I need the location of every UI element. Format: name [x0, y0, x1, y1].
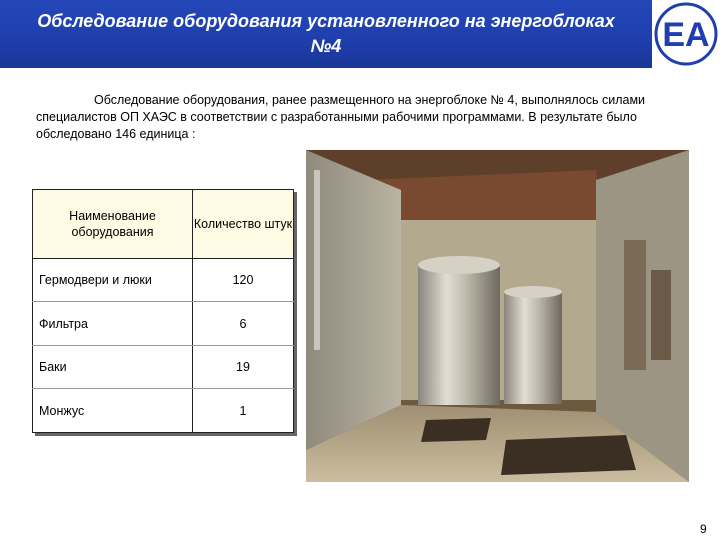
header-name: Наименование оборудования — [33, 190, 193, 259]
header-qty: Количество штук — [193, 190, 294, 259]
page-number: 9 — [700, 522, 707, 536]
intro-text: Обследование оборудования, ранее размещенного на энергоблоке № 4, выполнялось силами специалистов ОП ХАЭС в соответствии с разработанными рабочими программами. В результате было обследовано 146 единица : — [36, 93, 646, 141]
row-name: Фильтра — [33, 302, 193, 346]
photo-illustration — [306, 150, 689, 482]
table-row — [33, 345, 294, 389]
row-name: Монжус — [33, 389, 193, 433]
logo — [654, 2, 718, 66]
row-name: Гермодвери и люки — [33, 258, 193, 302]
intro-paragraph — [36, 92, 668, 143]
equipment-table — [32, 189, 294, 433]
row-qty: 6 — [193, 302, 294, 346]
table-row — [33, 389, 294, 433]
table-row — [33, 258, 294, 302]
row-qty: 120 — [193, 258, 294, 302]
table-row — [33, 302, 294, 346]
equipment-room-photo — [306, 150, 689, 482]
title-bar — [0, 0, 652, 68]
row-name: Баки — [33, 345, 193, 389]
row-qty: 1 — [193, 389, 294, 433]
slide-title: Обследование оборудования установленного на энергоблоках №4 — [37, 11, 615, 56]
logo-letters: ЕА — [662, 16, 710, 54]
row-qty: 19 — [193, 345, 294, 389]
logo-mark — [654, 2, 718, 66]
table-header-row — [33, 190, 294, 259]
